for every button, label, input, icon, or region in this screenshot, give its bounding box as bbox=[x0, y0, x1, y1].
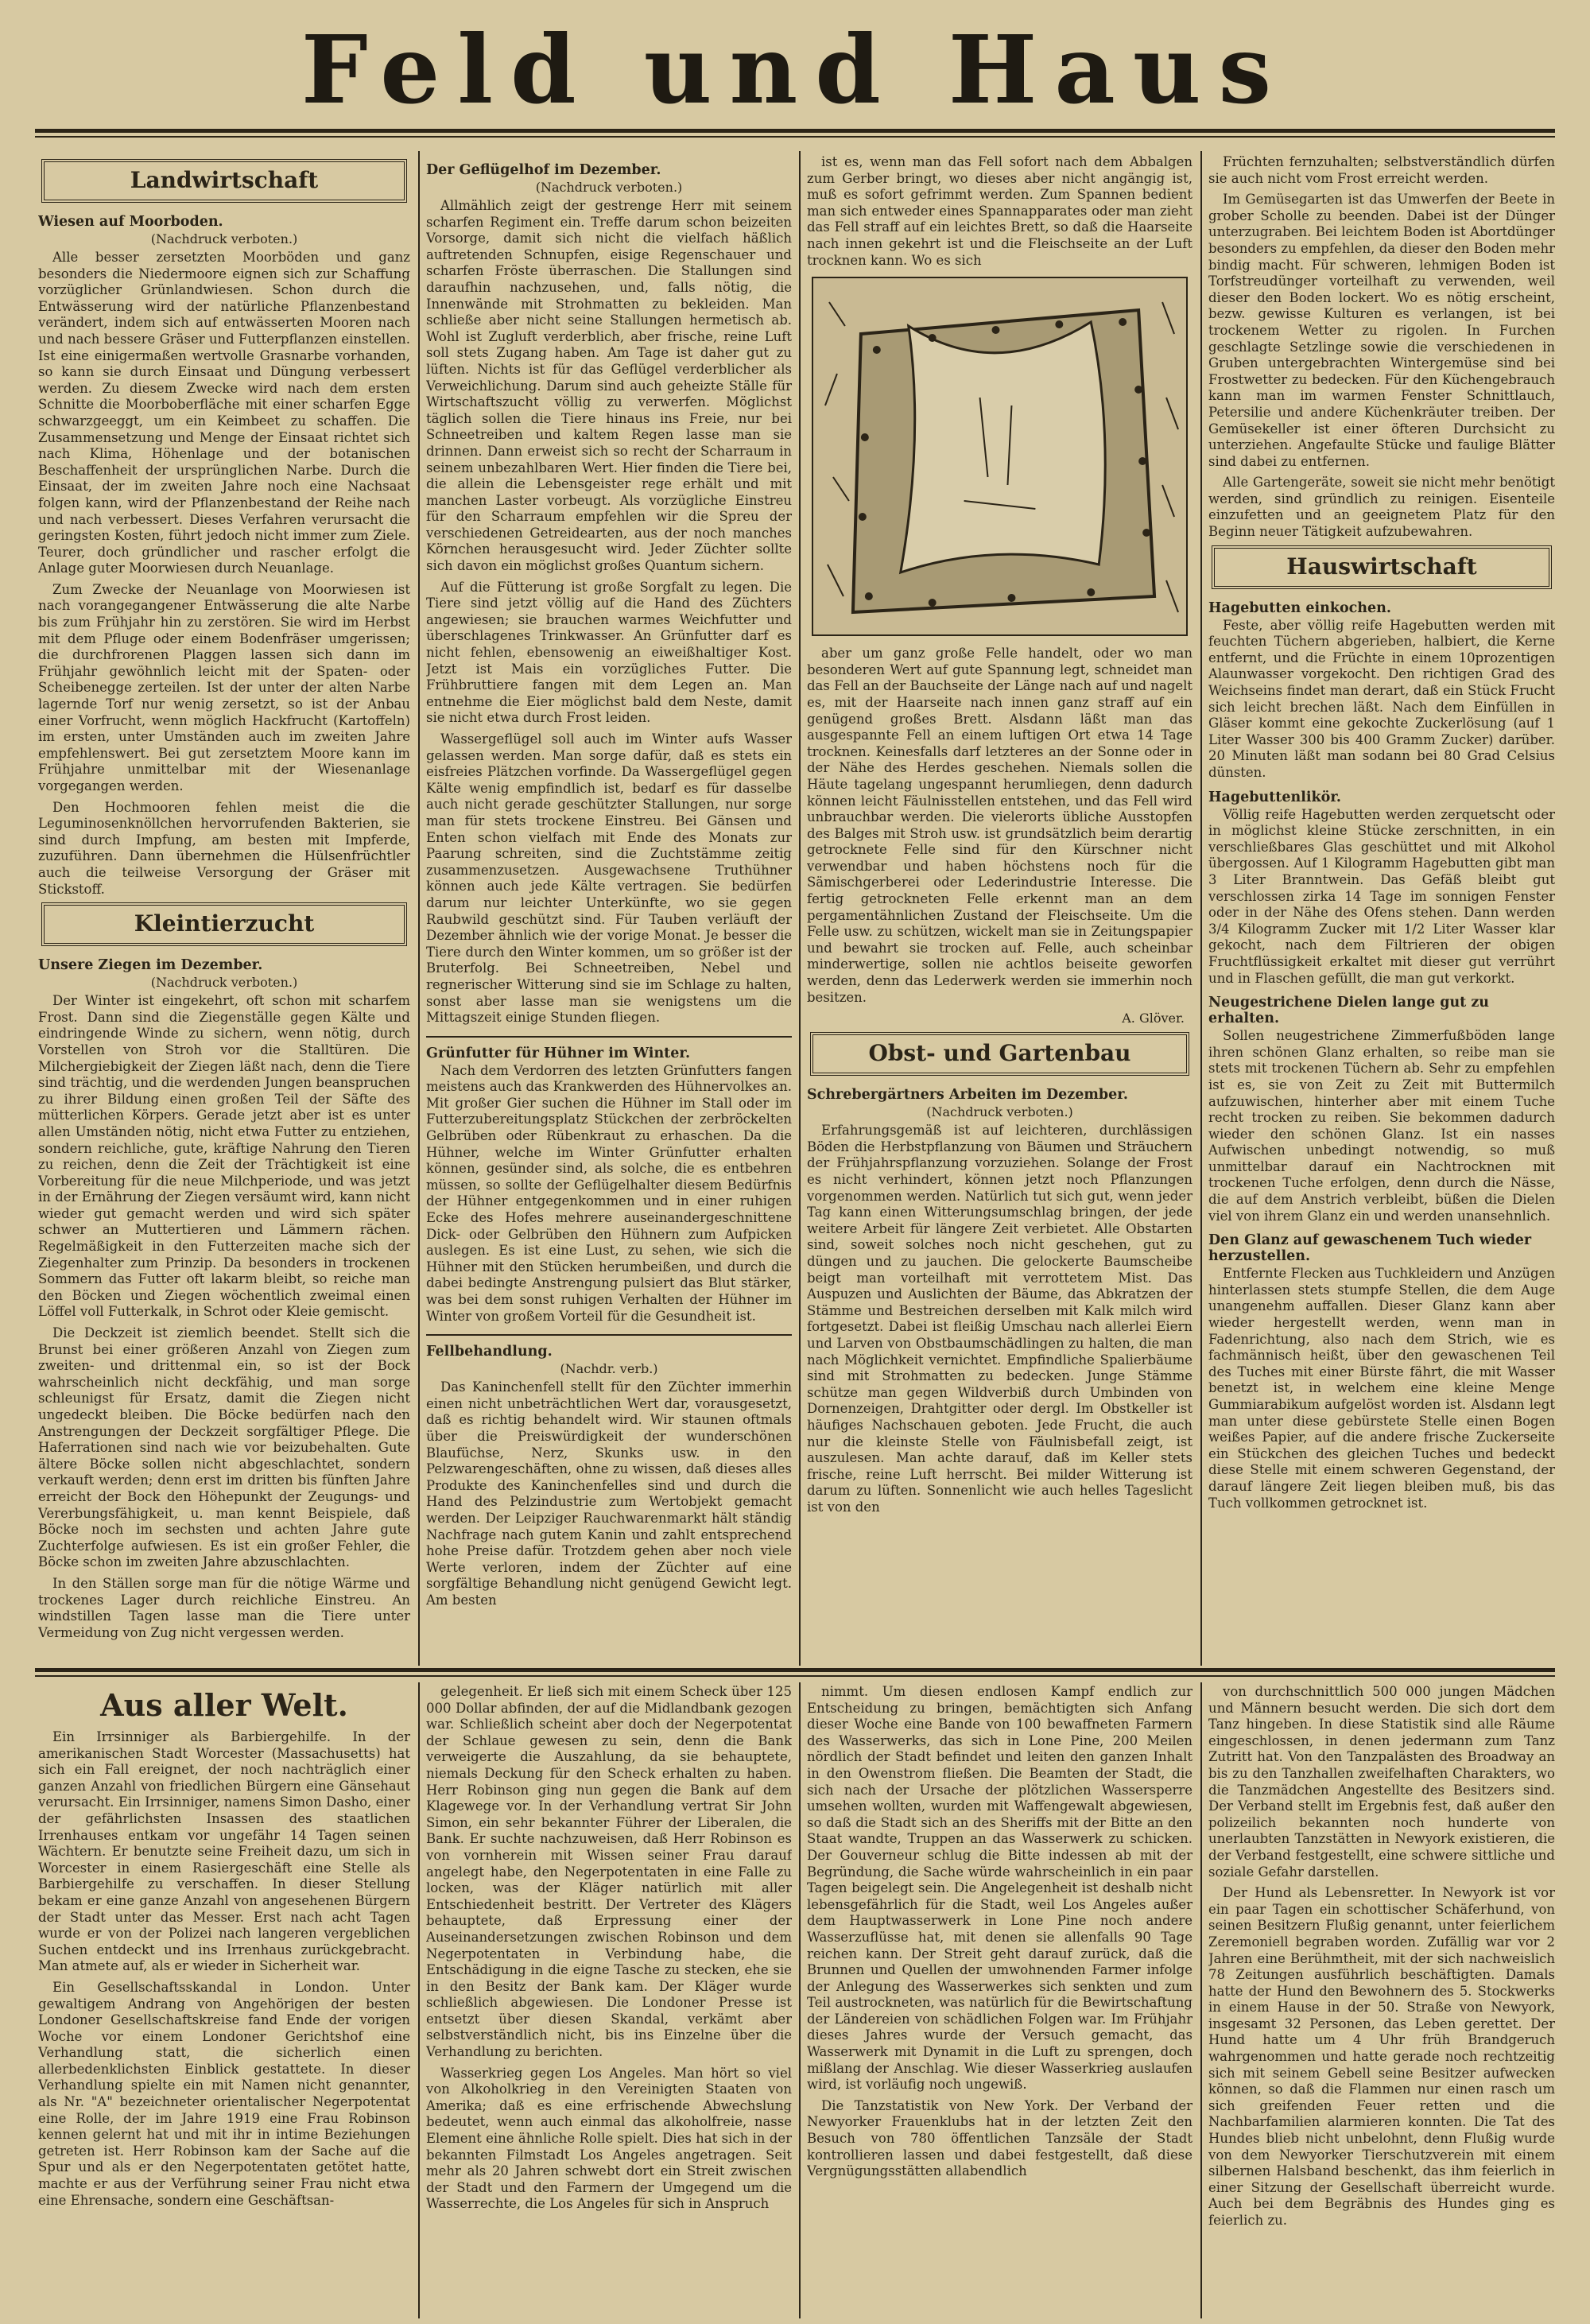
item-paragraph: Entfernte Flecken aus Tuchkleidern und Anzügen hinterlassen stets stumpfe Stellen, die dem Auge unangenehm auffallen. Dieser Glanz kann aber wieder hergestellt werden, wenn man in Fadenrichtung, also nach dem Strich, wie es fachmännisch heißt, über den gewaschenen Teil des Tuches mit einer Bürste fährt, die mit Wasser benetzt ist, in welchem eine kleine Menge Gummiarabikum aufgelöst worden ist. Alsdann legt man unter diese gebürstete Stelle einen Bogen weißes Papier, auf die andere frische Zuckerseite ein Stückchen des gleichen Tuches und bedeckt diese Stelle mit einem schweren Gegenstand, der darauf längere Zeit liegen bleiben muß, bis das Tuch vollkommen getrocknet ist. bbox=[1208, 1266, 1555, 1511]
article-paragraph: Nach dem Verdorren des letzten Grünfutters fangen meistens auch das Krankwerden des Hühnervolkes an. Mit großer Gier suchen die Hühner im Stall oder im Futterzubereitungsplatz Stückchen der zerbröckelten Gelbrüben oder Rübenkraut zu erhaschen. Da die Hühner, welche im Winter Grünfutter erhalten können, gesünder sind, als solche, die es entbehren müssen, so sollte der Geflügelhalter diesem Bedürfnis der Hühner entgegenkommen und in einer ruhigen Ecke des Hofes mehrere auseinandergeschnittene Dick- oder Gelbrüben den Hühnern zum Aufpicken auslegen. Es ist eine Lust, zu sehen, wie sich die Hühner mit den Stücken herumbeißen, und durch die dabei bedingte Anstrengung pulsiert das Blut stärker, was bei dem sonst ruhigen Verhalten der Hühner im Winter von großem Vorteil für die Gesundheit ist. bbox=[426, 1062, 792, 1324]
news-paragraph: gelegenheit. Er ließ sich mit einem Scheck über 125 000 Dollar abfinden, der auf die Midlandbank gezogen war. Schließlich scheint aber doch der Negerpotentat der Schlaue gewesen zu sein, denn die Bank verweigerte die Auszahlung, da sie behauptete, niemals Deckung für den Scheck erhalten zu haben. Herr Robinson ging nun gegen die Bank auf dem Klagewege vor. In der Verhandlung vertrat Sir John Simon, ein sehr bekannter Führer der Liberalen, die Bank. Er suchte nachzuweisen, daß Herr Robinson es von vornherein mit Wissen seiner Frau darauf angelegt habe, den Negerpotentaten in eine Falle zu locken, was der Kläger natürlich mit aller Entschiedenheit bestritt. Der Vertreter des Klägers behauptete, daß Erpressung einer der Auseinandersetzungen zwischen Robinson und dem Negerpotentaten in Verbindung habe, die Entschädigung in die eigne Tasche zu stecken, ehe sie in den Besitz der Bank kam. Der Kläger wurde schließlich abgewiesen. Die Londoner Presse ist entsetzt über diesen Skandal, verkämt aber selbstverständlich nicht, bis ins Einzelne über die Verhandlung zu berichten. bbox=[426, 1684, 792, 2060]
article-paragraph: Alle Gartengeräte, soweit sie nicht mehr benötigt werden, sind gründlich zu reinigen. Eisenteile einzufetten und an geeignetem Platz für den Beginn neuer Tätigkeit aufzubewahren. bbox=[1208, 475, 1555, 540]
news-paragraph: Wasserkrieg gegen Los Angeles. Man hört so viel von Alkoholkrieg in den Vereinigten Staaten von Amerika; daß es eine erfrischende Abwechslung bedeutet, wenn auch einmal das alkoholfreie, nasse Element eine ähnliche Rolle spielt. Dies hat sich in der bekannten Filmstadt Los Angeles angetragen. Seit mehr als 20 Jahren schwebt dort ein Streit zwischen der Stadt und den Farmern der Umgegend um die Wasserrechte, die Los Angeles für sich in Anspruch bbox=[426, 2065, 792, 2212]
article-separator bbox=[426, 1036, 792, 1038]
article-paragraph: Wassergeflügel soll auch im Winter aufs Wasser gelassen werden. Man sorge dafür, daß es stets ein eisfreies Plätzchen vorfinde. Da Wassergeflügel gegen Kälte wenig empfindlich ist, bedarf es für dasselbe auch nicht gerade geschützter Stallungen, nur sorge man für stets trockene Einstreu. Bei Gänsen und Enten schon vielfach mit Ende des Monats zur Paarung schreiten, sind die Zuchtstämme zeitig zusammenzusetzen. Ausgewachsene Truthühner können auch jede Kälte vertragen. Sie bedürfen darum nur leichter Unterkünfte, wo sie gegen Raubwild geschützt sind. Für Tauben verläuft der Dezember ähnlich wie der vorige Monat. Je besser die Tiere durch den Winter kommen, um so größer ist der Bruterfolg. Bei Schneetreiben, Nebel und regnerischer Witterung sind sie im Schlage zu halten, sonst aber lasse man sie wenigstens um die Mittagszeit einige Stunden fliegen. bbox=[426, 731, 792, 1026]
article-paragraph: Den Hochmooren fehlen meist die die Leguminosenknöllchen hervorrufenden Bakterien, sie sind durch Impfung, am besten mit Impferde, zuzuführen. Dann übernehmen die Hülsenfrüchtler auch die teilweise Versorgung der Gräser mit Stickstoff. bbox=[38, 799, 410, 897]
article-heading: Der Geflügelhof im Dezember. bbox=[426, 162, 661, 178]
fell-spannbrett-illustration bbox=[812, 277, 1188, 636]
section-title-kleintierzucht: Kleintierzucht bbox=[41, 902, 407, 946]
article-heading: Schrebergärtners Arbeiten im Dezember. bbox=[807, 1087, 1128, 1104]
article-heading: Grünfutter für Hühner im Winter. bbox=[426, 1045, 691, 1061]
item-heading: Hagebuttenlikör. bbox=[1208, 789, 1342, 805]
article-paragraph: ist es, wenn man das Fell sofort nach dem Abbalgen zum Gerber bringt, wo dieses aber nicht angängig ist, muß es sofort gefrimmt werden. Zum Spannen bedient man sich entweder eines Spannapparates oder man zieht das Fell straff auf ein leichtes Brett, so daß die Haarseite nach innen gekehrt ist und die Fleischseite an der Luft trocknen kann. Wo es sich bbox=[807, 154, 1192, 268]
section-title-aus-aller-welt: Aus aller Welt. bbox=[100, 1687, 348, 1723]
article-note: (Nachdruck verboten.) bbox=[150, 975, 298, 991]
bottom-column-2 bbox=[426, 1684, 792, 2320]
news-paragraph: von durchschnittlich 500 000 jungen Mädchen und Männern besucht werden. Die sich dort dem Tanz hingeben. In diese Statistik sind alle Räume eingeschlossen, in denen jedermann zum Tanz Zutritt hat. Von den Tanzpalästen des Broadway an bis zu den Tanzhallen zweifelhaften Charakters, wo die Tanzmädchen Angestellte des Besitzers sind. Der Verband stellt im Ergebnis fest, daß außer den polizeilich bekannten noch hunderte von unerlaubten Tanzstätten in Newyork existieren, die der Verband festgestellt, eine schwere sittliche und soziale Gefahr darstellen. bbox=[1208, 1684, 1555, 1880]
column-divider bbox=[799, 151, 801, 1666]
article-signature: A. Glöver. bbox=[1122, 1011, 1185, 1026]
article-paragraph: Erfahrungsgemäß ist auf leichteren, durchlässigen Böden die Herbstpflanzung von Bäumen und Sträuchern der Frühjahrspflanzung vorzuziehen. Solange der Frost es nicht verhindert, können jetzt noch Pflanzungen vorgenommen werden. Natürlich tut sich gut, wenn jeder Tag kann einen Witterungsumschlag bringen, der jede weitere Arbeit für längere Zeit verbietet. Alle Obstarten sind, soweit solches noch nicht geschehen, gut zu düngen und zu jauchen. Die gelockerte Baumscheibe beigt man vorteilhaft mit verrottetem Mist. Das Auspuzen und Auslichten der Bäume, das Abkratzen der Stämme und Bestreichen derselben mit Kalk milch wird fortgesetzt. Dabei ist fleißig Umschau nach allerlei Eiern und Larven von Obstbaumschädlingen zu halten, die man nach Möglichkeit vernichtet. Empfindliche Spalierbäume sind mit Strohmatten zu bedecken. Junge Stämme schütze man gegen Wildverbiß durch Umbinden von Dornenzeigen, Drahtgitter oder dergl. Im Obstkeller ist häufiges Nachschauen geboten. Jede Frucht, die auch nur die kleinste Stelle von Fäulnisbefall zeigt, ist auszulesen. Man achte darauf, daß im Keller stets frische, reine Luft herrscht. Bei milder Witterung ist darum zu lüften. Sonnenlicht wie auch helles Tageslicht ist von den bbox=[807, 1123, 1192, 1515]
section-rule-thin bbox=[35, 1675, 1555, 1677]
article-paragraph: Zum Zwecke der Neuanlage von Moorwiesen ist nach vorangegangener Entwässerung die alte Narbe bis zum Frühjahr hin zu zerstören. Sie wird im Herbst mit dem Pfluge oder einem Bodenfräser umgerissen; die durchfrorenen Plaggen lassen sich dann im Frühjahr gewöhnlich leicht mit der Spaten- oder Scheibenegge zerteilen. Ist der unter der alten Narbe lagernde Torf nur wenig zersetzt, so ist der Anbau einer Vorfrucht, wenn möglich Hackfrucht (Kartoffeln) im ersten, unter Umständen auch im zweiten Jahre empfehlenswert. Bei gut zersetztem Moore kann im Frühjahre unmittelbar mit der Wiesenanlage vorgegangen werden. bbox=[38, 581, 410, 793]
news-paragraph: Der Hund als Lebensretter. In Newyork ist vor ein paar Tagen ein schottischer Schäferhund, von seinen Besitzern Flußig genannt, unter feierlichem Zeremoniell begraben worden. Zufällig war vor 2 Jahren eine Berühmtheit, mit der sich nachweislich 78 Zeitungen ausführlich beschäftigten. Damals hatte der Hund den Bewohnern des 5. Stockwerks in einem Hause in der 50. Straße von Newyork, insgesamt 32 Personen, das Leben gerettet. Der Hund hatte um 4 Uhr früh Brandgeruch wahrgenommen und hatte gerade noch rechtzeitig sich mit seinem Gebell seine Besitzer aufwecken können, so daß die Flammen nur einen rasch um sich greifenden Feuer retten und die Nachbarfamilien alarmieren konnten. Die Tat des Hundes blieb nicht unbelohnt, denn Flußig wurde von dem Newyorker Tierschutzverein mit einem silbernen Halsband beschenkt, das ihm feierlich in einer Sitzung der Gesellschaft überreicht wurde. Auch bei dem Begräbnis des Hundes ging es feierlich zu. bbox=[1208, 1885, 1555, 2228]
masthead: Feld und Haus bbox=[301, 14, 1289, 125]
item-heading: Den Glanz auf gewaschenem Tuch wieder herzustellen. bbox=[1208, 1232, 1532, 1265]
article-paragraph: Auf die Fütterung ist große Sorgfalt zu legen. Die Tiere sind jetzt völlig auf die Hand des Züchters angewiesen; sie brauchen warmes Weichfutter und überschlagenes Trinkwasser. An Grünfutter darf es nicht fehlen, ebensowenig an eiweißhaltiger Kost. Jetzt ist Mais ein vorzügliches Futter. Die Frühbruttiere fangen mit dem Legen an. Man entnehme die Eier möglichst bald dem Neste, damit sie nicht etwa durch Frost leiden. bbox=[426, 579, 792, 726]
article-paragraph: Im Gemüsegarten ist das Umwerfen der Beete in grober Scholle zu beenden. Dabei ist der Dünger unterzugraben. Bei leichtem Boden ist Abortdünger besonders zu empfehlen, da dieser den Boden mehr bindig macht. Für schweren, lehmigen Boden ist Torfstreudünger vorteilhaft zu verwenden, weil dieser den Boden lockert. Wo es nötig erscheint, bezw. gewisse Kulturen es verlangen, ist bei trockenem Wetter zu rigolen. In Furchen geschlagte Setzlinge sowie die verschiedenen in Gruben untergebrachten Wintergemüse sind bei Frostwetter zu bedecken. Für den Küchengebrauch kann man im warmen Fenster Schnittlauch, Petersilie und andere Küchenkräuter treiben. Der Gemüsekeller ist einer öfteren Durchsicht zu unterziehen. Angefaulte Stücke und faulige Blätter sind dabei zu entfernen. bbox=[1208, 192, 1555, 469]
item-heading: Hagebutten einkochen. bbox=[1208, 599, 1391, 616]
article-separator bbox=[426, 1334, 792, 1336]
column-divider bbox=[1200, 1682, 1202, 2318]
section-title-landwirtschaft: Landwirtschaft bbox=[41, 159, 407, 203]
article-paragraph: Allmählich zeigt der gestrenge Herr mit seinem scharfen Regiment ein. Treffe darum schon beizeiten Vorsorge, damit sich nicht die vielfach häßlich auftretenden Schnupfen, eisige Regenschauer und scharfen Fröste überraschen. Die Stallungen sind daraufhin nachzusehen, und, falls nötig, die Innenwände mit Strohmatten zu bekleiden. Man schließe aber nicht seine Stallungen hermetisch ab. Wohl ist Zugluft verderblich, aber frische, reine Luft soll stets Zugang haben. Am Tage ist daher gut zu lüften. Nichts ist für das Geflügel verderblicher als Verweichlichung. Darum sind auch geheizte Ställe für Wirtschaftszucht völlig zu verwerfen. Möglichst täglich sollen die Tiere hinaus ins Freie, nur bei Schneetreiben und kaltem Regen lasse man sie drinnen. Dann erweist sich so recht der Scharraum in seinem unbezahlbaren Wert. Hier finden die Tiere bei, die allein die Lebensgeister rege erhält und mit manchen Laster vorbeugt. Als vorzügliche Einstreu für den Scharraum empfehlen wir die Spreu der verschiedenen Getreidearten, aus der noch manches Körnchen herausgesucht wird. Jeder Züchter sollte sich davon ein möglichst großes Quantum sichern. bbox=[426, 198, 792, 574]
illustration-drawing bbox=[813, 278, 1186, 634]
bottom-column-4 bbox=[1208, 1684, 1555, 2320]
column-2 bbox=[426, 154, 792, 1665]
bottom-column-3 bbox=[807, 1684, 1192, 2320]
item-paragraph: Sollen neugestrichene Zimmerfußböden lange ihren schönen Glanz erhalten, so reibe man sie stets mit trockenen Tüchern ab. Sehr zu empfehlen ist es, sie von Zeit zu Zeit mit Buttermilch aufzuwischen, hinterher aber mit einem Tuche recht trocken zu reiben. Sie bekommen dadurch wieder den schönen Glanz. Ist ein nasses Aufwischen unbedingt notwendig, so muß unmittelbar darauf ein Nachtrocknen mit trockenen Tuche erfolgen, denn durch die Nässe, die auf dem Anstrich verbleibt, büßen die Dielen viel von ihrem Glanz ein und werden unansehnlich. bbox=[1208, 1028, 1555, 1224]
column-divider bbox=[418, 1682, 420, 2318]
article-note: (Nachdruck verboten.) bbox=[535, 180, 683, 195]
article-paragraph: Die Deckzeit ist ziemlich beendet. Stellt sich die Brunst bei einer größeren Anzahl von Ziegen zum zweiten- und drittenmal ein, so ist der Bock wahrscheinlich nicht deckfähig, und man sorge schleunigst für Ersatz, damit die Ziegen nicht ungedeckt bleiben. Die Böcke bedürfen nach den Anstrengungen der Deckzeit sorgfältiger Pflege. Die Haferrationen sind nach wie vor beizubehalten. Gute ältere Böcke sollen nicht abgeschlachtet, sondern verkauft werden; denn erst im dritten bis fünften Jahre erreicht der Bock den Höhepunkt der Zeugungs- und Vererbungsfähigkeit, u. man kennt Beispiele, daß Böcke noch im sechsten und achten Jahre gute Zuchterfolge aufwiesen. Es ist ein großer Fehler, die Böcke schon im zweiten Jahre abzuschlachten. bbox=[38, 1325, 410, 1570]
article-paragraph: aber um ganz große Felle handelt, oder wo man besonderen Wert auf gute Spannung legt, schneidet man das Fell an der Bauchseite der Länge nach auf und nagelt es, mit der Haarseite nach innen ganz straff auf ein genügend großes Brett. Alsdann läßt man das ausgespannte Fell an einem luftigen Ort etwa 14 Tage trocknen. Keinesfalls darf letzteres an der Sonne oder in der Nähe des Herdes geschehen. Niemals sollen die Häute tagelang ungespannt herumliegen, denn dadurch können leicht Fäulnisstellen entstehen, und das Fell wird unbrauchbar werden. Die vielerorts übliche Ausstopfen des Balges mit Stroh usw. ist grundsätzlich beim derartig getrocknete Felle sind für den Kürschner nicht verwendbar und haben höchstens noch für die Sämischgerberei oder Lederindustrie Interesse. Die fertig getrockneten Felle erkennt man an dem pergamentähnlichen Zustand der Fleischseite. Um die Felle usw. zu schützen, wickelt man sie in Zeitungspapier und bewahrt sie trocken auf. Felle, auch scheinbar minderwertige, sollen nie achtlos beiseite geworfen werden, denn das Lederwerk werden sie immerhin noch besitzen. bbox=[807, 646, 1192, 1005]
news-paragraph: Die Tanzstatistik von New York. Der Verband der Newyorker Frauenklubs hat in der letzten Zeit den Besuch von 780 öffentlichen Tanzsäle der Stadt kontrollieren lassen und dabei festgestellt, daß diese Vergnügungsstätten allabendlich bbox=[807, 2097, 1192, 2179]
column-divider bbox=[799, 1682, 801, 2318]
news-paragraph: Ein Gesellschaftsskandal in London. Unter gewaltigem Andrang von Angehörigen der besten Londoner Gesellschaftskreise fand Ende der vorigen Woche vor einem Londoner Gerichtshof eine Verhandlung statt, die sicherlich einen allerbedenklichsten Einblick gestattete. In dieser Verhandlung spielte ein mit Namen nicht genannter, als Nr. "A" bezeichneter orientalischer Negerpotentat eine Rolle, der im Jahre 1919 eine Frau Robinson kennen gelernt hat und mit ihr in intime Beziehungen getreten ist. Herr Robinson kam der Sache auf die Spur und als er den Negerpotentaten getötet hatte, machte er aus der Verführung seiner Frau nicht etwa eine Ehrensache, sondern eine Geschäftsan- bbox=[38, 1979, 410, 2208]
news-paragraph: nimmt. Um diesen endlosen Kampf endlich zur Entscheidung zu bringen, bemächtigten sich Anfang dieser Woche eine Bande von 100 bewaffneten Farmern des Wasserwerks, das sich in Lone Pine, 200 Meilen nördlich der Stadt befindet und leiten den ganzen Inhalt in den Owenstrom fließen. Die Beamten der Stadt, die sich nach der Ursache der plötzlichen Wassersperre umsehen wollten, wurden mit Waffengewalt abgewiesen, so daß die Stadt sich an des Sheriffs mit der Bitte an den Staat wandte, Truppen an das Wasserwerk zu schicken. Der Gouverneur schlug die Bitte indessen ab mit der Begründung, die Sache würde wahrscheinlich in ein paar Tagen beigelegt sein. Die Angelegenheit ist deshalb nicht lebensgefährlich für die Stadt, weil Los Angeles außer dem Hauptwasserwerk in Lone Pine noch andere Wasserzuflüsse hat, mit denen sie allenfalls 90 Tage reichen kann. Der Streit geht darauf zurück, daß die Brunnen und Quellen der umwohnenden Farmer infolge der Anlegung des Wasserwerkes sich senkten und zum Teil austrockneten, was natürlich für die Bewirtschaftung der Ländereien von schädlichen Folgen war. Im Frühjahr dieses Jahres wurde der Versuch gemacht, das Wasserwerk mit Dynamit in die Luft zu sprengen, doch mißlang der Anschlag. Wie dieser Wasserkrieg auslaufen wird, ist vorläufig noch ungewiß. bbox=[807, 1684, 1192, 2093]
column-3 bbox=[807, 154, 1192, 1665]
item-paragraph: Feste, aber völlig reife Hagebutten werden mit feuchten Tüchern abgerieben, halbiert, die Kerne entfernt, und die Früchte in einem 10prozentigen Alaunwasser vorgekocht. Den richtigen Grad des Weichseins findet man derart, daß ein Stück Frucht sich leicht brechen läßt. Nach dem Einfüllen in Gläser kommt eine gekochte Zuckerlösung (auf 1 Liter Wasser 300 bis 400 Gramm Zucker) darüber. 20 Minuten läßt man sodann bei 80 Grad Celsius dünsten. bbox=[1208, 617, 1555, 780]
column-divider bbox=[418, 151, 420, 1666]
article-note: (Nachdruck verboten.) bbox=[926, 1104, 1073, 1120]
column-divider bbox=[1200, 151, 1202, 1666]
article-note: (Nachdruck verboten.) bbox=[150, 231, 298, 246]
article-heading: Fellbehandlung. bbox=[426, 1344, 553, 1360]
masthead-rule-thin bbox=[35, 136, 1555, 138]
news-paragraph: Ein Irrsinniger als Barbiergehilfe. In der amerikanischen Stadt Worcester (Massachusetts) hat sich ein Fall ereignet, der noch nachträglich einer ganzen Anzahl von friedlichen Bürgern eine Gänsehaut verursacht. Ein Irrsinniger, namens Simon Dasho, einer der gefährlichsten Insassen des staatlichen Irrenhauses entkam vor ungefähr 14 Tagen seinen Wächtern. Er benutzte seine Freiheit dazu, um sich in Worcester in einem Rasiergeschäft eine Stelle als Barbiergehilfe zu verschaffen. In dieser Stellung bekam er eine ganze Anzahl von angesehenen Bürgern der Stadt unter das Messer. Erst nach acht Tagen wurde er von der Polizei nach langeren vergeblichen Suchen entdeckt und ins Irrenhaus zurückgebracht. Man atmete auf, als er wieder in Sicherheit war. bbox=[38, 1729, 410, 1974]
article-heading: Wiesen auf Moorboden. bbox=[38, 214, 223, 230]
section-title-hauswirtschaft: Hauswirtschaft bbox=[1212, 545, 1552, 589]
article-paragraph: Der Winter ist eingekehrt, oft schon mit scharfem Frost. Dann sind die Ziegenställe gegen Kälte und eindringende Winde zu sichern, wenn nötig, durch Vorstellen von Stroh vor die Stalltüren. Die Milchergiebigkeit der Ziegen läßt nach, denn die Tiere sind trächtig, und die werdenden Jungen beanspruchen zu ihrer Bildung einen großen Teil der Säfte des mütterlichen Körpers. Gerade jetzt aber ist es unter allen Umständen nötig, nicht etwa Futter zu entziehen, sondern reichliche, gute, kräftige Nahrung den Tieren zu reichen, denn die Zeit der Trächtigkeit ist eine Vorbereitung für die neue Milchperiode, und was jetzt in der Ernährung der Ziegen versäumt wird, kann nicht wieder gut gemacht werden und wird sich später schwer an Muttertieren und Lämmern rächen. Regelmäßigkeit in den Futterzeiten mache sich der Ziegenhalter zum Prinzip. Da besonders in trockenen Sommern das Futter oft lakarm bleibt, so reiche man den Böcken und Ziegen wöchentlich zweimal einen Löffel voll Futterkalk, in Schrot oder Kleie gemischt. bbox=[38, 993, 410, 1320]
article-note: (Nachdr. verb.) bbox=[560, 1361, 658, 1377]
bottom-column-1 bbox=[38, 1684, 410, 2320]
article-paragraph: Alle besser zersetzten Moorböden und ganz besonders die Niedermoore eignen sich zur Schaffung vorzüglicher Grünlandwiesen. Schon durch die Entwässerung wird der natürliche Pflanzenbestand verändert, indem sich auf entwässerten Mooren nach und nach bessere Gräser und Futterpflanzen einstellen. Ist eine einigermaßen wertvolle Grasnarbe vorhanden, so kann sie durch Einsaat und Düngung verbessert werden. Zu diesem Zwecke wird nach dem ersten Schnitte die Moorboberfläche mit einer scharfen Egge schwarzgeeggt, um ein Keimbeet zu schaffen. Die Zusammensetzung und Menge der Einsaat richtet sich nach Klima, Höhenlage und der botanischen Beschaffenheit der ursprünglichen Narbe. Durch die Einsaat, der im zweiten Jahre noch eine Nachsaat folgen kann, wird der Pflanzenbestand der Reihe nach und nach verbessert. Dieses Verfahren verursacht die geringsten Kosten, führt jedoch nicht immer zum Ziele. Teurer, doch gründlicher und rascher erfolgt die Anlage guter Moorwiesen durch Neuanlage. bbox=[38, 250, 410, 576]
section-title-obst-und-gartenbau: Obst- und Gartenbau bbox=[810, 1032, 1189, 1076]
item-heading: Neugestrichene Dielen lange gut zu erhalten. bbox=[1208, 995, 1490, 1027]
masthead-rule bbox=[35, 129, 1555, 133]
article-heading: Unsere Ziegen im Dezember. bbox=[38, 957, 263, 974]
section-rule bbox=[35, 1668, 1555, 1672]
article-paragraph: In den Ställen sorge man für die nötige Wärme und trockenes Lager durch reichliche Einstreu. An windstillen Tagen lasse man die Tiere unter Vermeidung von Zug nicht vergessen werden. bbox=[38, 1575, 410, 1640]
column-1 bbox=[38, 154, 410, 1665]
article-paragraph: Früchten fernzuhalten; selbstverständlich dürfen sie auch nicht vom Frost erreicht werden. bbox=[1208, 154, 1555, 186]
article-paragraph: Das Kaninchenfell stellt für den Züchter immerhin einen nicht unbeträchtlichen Wert dar, vorausgesetzt, daß es richtig behandelt wird. Wir staunen oftmals über die Preiswürdigkeit der wunderschönen Blaufüchse, Nerz, Skunks usw. in den Pelzwarengeschäften, ohne zu wissen, daß dieses alles Produkte des Kaninchenfelles sind und durch die Hand des Pelzindustrie zum Wertobjekt gemacht werden. Der Leipziger Rauchwarenmarkt hält ständig Nachfrage nach gutem Kanin und zahlt entsprechend hohe Preise dafür. Trotzdem gehen aber noch viele Werte verloren, indem der Züchter auf eine sorgfältige Behandlung nicht genügend Gewicht legt. Am besten bbox=[426, 1379, 792, 1608]
item-paragraph: Völlig reife Hagebutten werden zerquetscht oder in möglichst kleine Stücke zerschnitten, in ein verschließbares Glas geschüttet und mit Alkohol übergossen. Auf 1 Kilogramm Hagebutten gibt man 3 Liter Branntwein. Das Gefäß bleibt gut verschlossen zirka 14 Tage im sonnigen Fenster oder in der Nähe des Ofens stehen. Dann werden 3/4 Kilogramm Zucker mit 1/2 Liter Wasser klar gekocht, nach dem Filtrieren der obigen Fruchtflüssigkeit erkaltet mit dieser gut verrührt und in Flaschen gefüllt, die man gut verkorkt. bbox=[1208, 806, 1555, 986]
column-4 bbox=[1208, 154, 1555, 1665]
